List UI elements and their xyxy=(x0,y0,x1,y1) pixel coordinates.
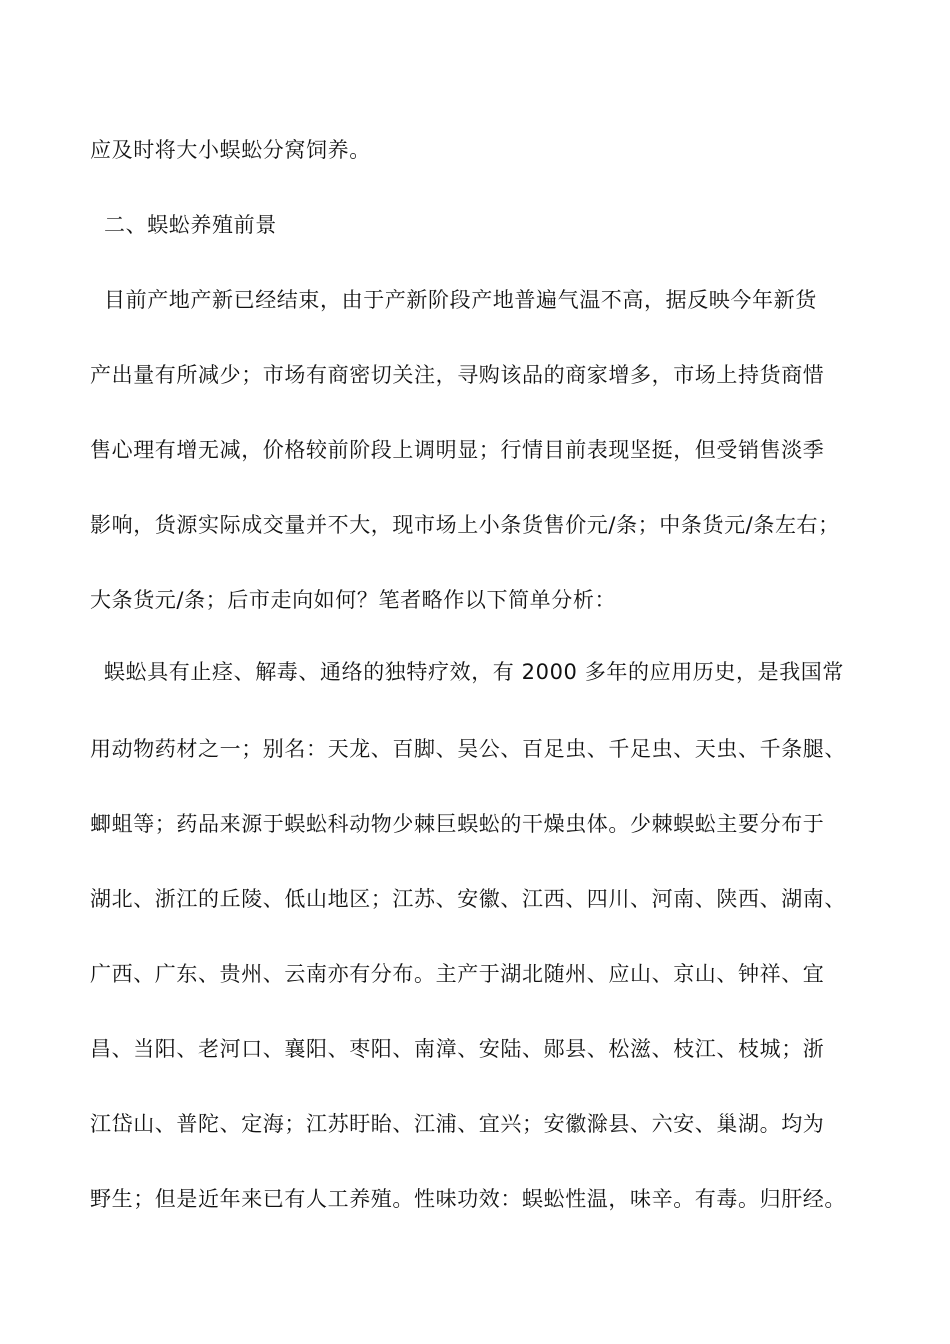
section-heading: 二、蜈蚣养殖前景 xyxy=(104,213,277,237)
paragraph-line: 目前产地产新已经结束，由于产新阶段产地普遍气温不高，据反映今年新货 xyxy=(104,288,817,312)
paragraph-line: 江岱山、普陀、定海；江苏盱眙、江浦、宜兴；安徽滁县、六安、巢湖。均为 xyxy=(90,1112,825,1136)
paragraph-line: 大条货元/条；后市走向如何？笔者略作以下简单分析： xyxy=(90,588,617,612)
paragraph-line: 蝍蛆等；药品来源于蜈蚣科动物少棘巨蜈蚣的干燥虫体。少棘蜈蚣主要分布于 xyxy=(90,812,825,836)
paragraph-line: 应及时将大小蜈蚣分窝饲养。 xyxy=(90,138,371,162)
paragraph-line: 影响，货源实际成交量并不大，现市场上小条货售价元/条；中条货元/条左右； xyxy=(90,513,840,537)
paragraph-line: 广西、广东、贵州、云南亦有分布。主产于湖北随州、应山、京山、钟祥、宜 xyxy=(90,962,825,986)
paragraph-line: 蜈蚣具有止痉、解毒、通络的独特疗效，有 2000 多年的应用历史，是我国常 xyxy=(104,660,844,684)
paragraph-line: 野生；但是近年来已有人工养殖。性味功效：蜈蚣性温，味辛。有毒。归肝经。 xyxy=(90,1187,846,1211)
paragraph-line: 产出量有所减少；市场有商密切关注，寻购该品的商家增多，市场上持货商惜 xyxy=(90,363,825,387)
paragraph-line: 售心理有增无减，价格较前阶段上调明显；行情目前表现坚挺，但受销售淡季 xyxy=(90,438,825,462)
paragraph-line: 湖北、浙江的丘陵、低山地区；江苏、安徽、江西、四川、河南、陕西、湖南、 xyxy=(90,887,846,911)
paragraph-line: 用动物药材之一；别名：天龙、百脚、吴公、百足虫、千足虫、天虫、千条腿、 xyxy=(90,737,846,761)
paragraph-line: 昌、当阳、老河口、襄阳、枣阳、南漳、安陆、郧县、松滋、枝江、枝城；浙 xyxy=(90,1037,825,1061)
